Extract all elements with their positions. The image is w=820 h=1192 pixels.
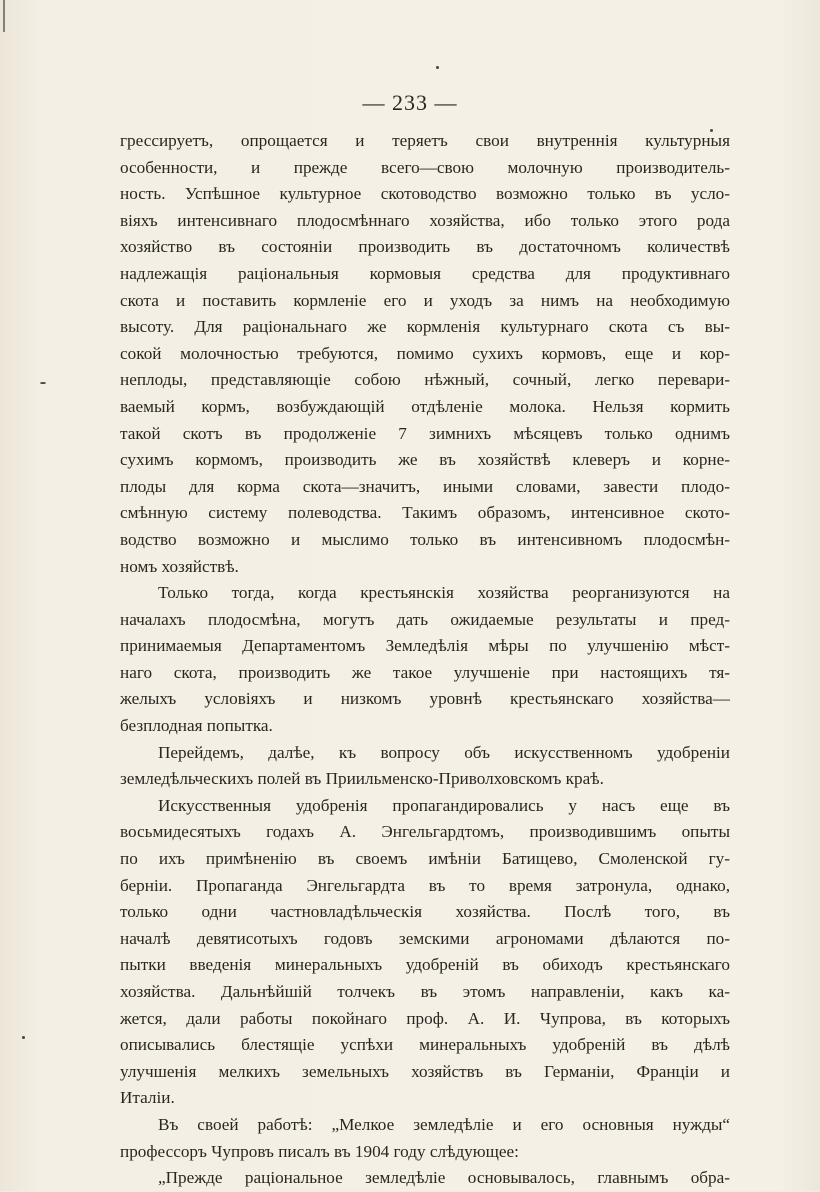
text-line: началѣ девятисотыхъ годовъ земскими агрономами дѣлаются по- (120, 928, 730, 948)
text-line: восьмидесятыхъ годахъ А. Энгельгардтомъ, производившимъ опыты (120, 822, 730, 842)
print-speck (40, 382, 46, 384)
text-line: грессируетъ, опрощается и теряетъ свои внутреннія культурныя (120, 131, 730, 150)
page-number: — 233 — (362, 90, 458, 115)
text-line: номъ хозяйствѣ. (120, 556, 239, 576)
print-speck (22, 1036, 25, 1039)
text-line: смѣнную систему полеводства. Такимъ образомъ, интенсивное ското- (120, 503, 730, 523)
text-line: водство возможно и мыслимо только въ интенсивномъ плодосмѣн- (120, 529, 730, 549)
paragraph (120, 580, 730, 740)
text-line: улучшенія мелкихъ земельныхъ хозяйствъ въ Германіи, Франціи и (120, 1061, 730, 1081)
text-line: сухимъ кормомъ, производить же въ хозяйствѣ клеверъ и корне- (120, 450, 730, 470)
text-line: ность. Успѣшное культурное скотоводство возможно только въ усло- (120, 184, 730, 204)
text-line: безплодная попытка. (120, 716, 273, 736)
text-line: наго скота, производить же такое улучшеніе при настоящихъ тя- (120, 662, 730, 682)
text-line: жется, дали работы покойнаго проф. А. И. Чупрова, въ которыхъ (120, 1008, 730, 1028)
text-line: началахъ плодосмѣна, могутъ дать ожидаемые результаты и пред- (120, 609, 730, 629)
text-line: „Прежде раціональное земледѣліе основывалось, главнымъ обра- (158, 1168, 730, 1188)
text-line: Въ своей работѣ: „Мелкое земледѣліе и его основныя нужды“ (158, 1114, 730, 1134)
text-line: берніи. Пропаганда Энгельгардта въ то время затронула, однако, (120, 875, 730, 895)
text-line: описывались блестящіе успѣхи минеральныхъ удобреній въ дѣлѣ (120, 1035, 730, 1055)
text-line: желыхъ условіяхъ и низкомъ уровнѣ крестьянскаго хозяйства— (120, 689, 730, 709)
page-edge-mark (3, 0, 5, 32)
body-text (120, 128, 730, 1192)
text-line: сокой молочностью требуются, помимо сухихъ кормовъ, еще и кор- (120, 343, 730, 363)
text-line: неплоды, представляющіе собою нѣжный, сочный, легко перевари- (120, 370, 730, 390)
paragraph (120, 1112, 730, 1165)
text-line: скота и поставить кормленіе его и уходъ за нимъ на необходимую (120, 290, 730, 310)
text-line: Италіи. (120, 1088, 175, 1108)
text-line: принимаемыя Департаментомъ Земледѣлія мѣры по улучшенію мѣст- (120, 636, 730, 656)
text-line: высоту. Для раціональнаго же кормленія культурнаго скота съ вы- (120, 317, 730, 337)
print-speck (436, 66, 439, 69)
paragraph (120, 1165, 730, 1192)
paragraph (120, 128, 730, 580)
text-line: ваемый кормъ, возбуждающій отдѣленіе молока. Нельзя кормить (120, 396, 730, 416)
text-line: хозяйство въ состояніи производить въ достаточномъ количествѣ (120, 237, 730, 257)
text-line: такой скотъ въ продолженіе 7 зимнихъ мѣсяцевъ только однимъ (120, 423, 730, 443)
paragraph (120, 793, 730, 1112)
text-line: пытки введенія минеральныхъ удобреній въ обиходъ крестьянскаго (120, 955, 730, 975)
text-line: по ихъ примѣненію въ своемъ имѣніи Батищево, Смоленской гу- (120, 849, 730, 869)
text-line: Перейдемъ, далѣе, къ вопросу объ искусственномъ удобреніи (158, 742, 730, 762)
text-line: только одни частновладѣльческія хозяйства. Послѣ того, въ (120, 902, 730, 922)
text-line: надлежащія раціональныя кормовыя средства для продуктивнаго (120, 263, 730, 283)
text-line: віяхъ интенсивнаго плодосмѣннаго хозяйства, ибо только этого рода (120, 210, 730, 230)
text-line: Искусственныя удобренія пропагандировались у насъ еще въ (158, 795, 730, 815)
text-line: плоды для корма скота—значитъ, иными словами, завести плодо- (120, 476, 730, 496)
text-line: Только тогда, когда крестьянскія хозяйства реорганизуются на (158, 583, 730, 603)
text-line: профессоръ Чупровъ писалъ въ 1904 году слѣдующее: (120, 1141, 519, 1161)
text-line: земледѣльческихъ полей въ Приильменско-Приволховскомъ краѣ. (120, 769, 604, 789)
text-line: особенности, и прежде всего—свою молочную производитель- (120, 157, 730, 177)
text-line: хозяйства. Дальнѣйшій толчекъ въ этомъ направленіи, какъ ка- (120, 982, 730, 1001)
paragraph (120, 740, 730, 793)
